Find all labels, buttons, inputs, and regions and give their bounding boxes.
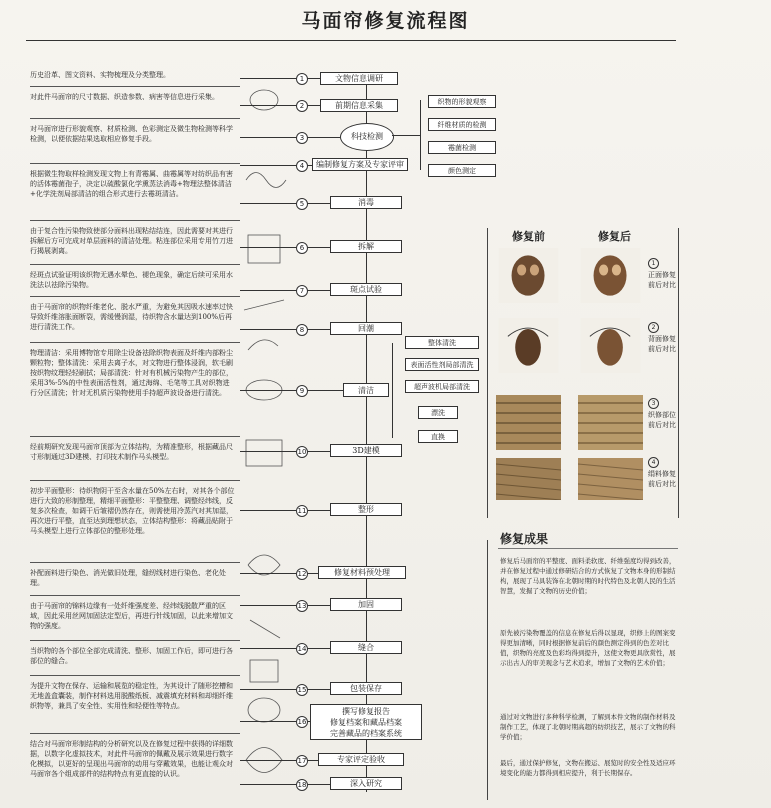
- desc-3: 对马面帘进行形貌观察、材质检测、色彩测定及微生物检测等科学检测，以便依据结果选取相应修复手段。: [30, 125, 233, 143]
- compare-num-4: 4: [648, 457, 659, 468]
- flow-step-11: 整形: [330, 503, 402, 516]
- sketch-knife: [244, 300, 284, 310]
- flow-step-10: 3D建模: [330, 444, 402, 457]
- step-number-8: 8: [296, 324, 308, 336]
- desc-5: 由于复合性污染物致使部分面料出现粘结结连，因此需要对其进行拆解后方可完成对单层面料的清洁处理。粘连部位采用专用竹刀进行揭展剥离。: [30, 227, 233, 255]
- step-connector: [240, 390, 296, 391]
- step-number-5: 5: [296, 198, 308, 210]
- divider: [30, 220, 240, 221]
- photo-weave-after: [578, 395, 643, 450]
- sketch-drop: [248, 340, 278, 350]
- step-connector: [308, 105, 320, 106]
- divider: [30, 163, 240, 164]
- flow-step-12: 修复材料预处理: [318, 566, 406, 579]
- step-connector: [308, 247, 330, 248]
- step-connector: [240, 689, 296, 690]
- compare-label-3: 织修部位前后对比: [648, 411, 676, 429]
- compare-num-2: 2: [648, 322, 659, 333]
- desc-4: 根据微生物取样检测发现文物上有青霉属、曲霉属等对纺织品有害的活体霉菌孢子，决定以硫酸氯化学熏蒸法消毒+物理法整体清洁+化学洗剂局部清洁的组合形式进行去霉斑清洁。: [30, 170, 233, 198]
- step-connector: [308, 689, 330, 690]
- step-number-14: 14: [297, 645, 307, 653]
- desc-11: 补配面料进行染色、消光做旧处理，缝纫线材进行染色、老化处理。: [30, 569, 226, 587]
- sketch-hand: [246, 173, 286, 188]
- step-connector: [308, 203, 330, 204]
- divider: [30, 118, 240, 119]
- step-number-10: 10: [297, 448, 307, 456]
- step-connector: [240, 605, 296, 606]
- photo-front-before: [496, 248, 561, 303]
- step-number-1: 1: [296, 73, 308, 85]
- result-para-3: 通过对文物进行多种科学检测，了解到本件文物的制作材料及制作工艺，体现了北朝时期高超的纺织技艺，展示了文物的科学价值；: [500, 713, 676, 741]
- detect-sub-2: 纤维材质的检测: [428, 118, 496, 131]
- step-connector: [308, 78, 320, 79]
- after-heading: 修复后: [598, 230, 631, 243]
- desc-15: 结合对马面帘形制结构的分析研究以及在修复过程中获得的详细数据，以数字化虚拟技术，对此件马面帘的佩戴及展示效果进行数字化模拟，以更好的呈现出马面帘的动用与穿戴效果，也能让观众对马面帘各个组成部件的结构特点有更直接的认识。: [30, 740, 233, 778]
- compare-right-rule: [678, 228, 679, 518]
- sketch-cleaning: [246, 440, 282, 466]
- step-connector: [308, 648, 330, 649]
- photo-silk-after: [578, 458, 643, 500]
- step-number-4: 4: [296, 160, 308, 172]
- compare-label-4: 绢料修复前后对比: [648, 470, 676, 488]
- detect-branch-link: [392, 135, 420, 136]
- sketch-frame: [250, 660, 278, 682]
- clean-sub-4: 漂洗: [418, 406, 458, 419]
- divider: [30, 640, 240, 641]
- step-connector: [240, 648, 296, 649]
- desc-14: 为提升文物在保存、运输和展览的稳定性，为其设计了随形挖槽和无地盖盒囊装，制作材料选用脱酸纸板、减震填充材料和却细纤维织物等，兼具了安全性、实用性和轻便性等特点。: [30, 682, 233, 710]
- flow-step-3: 科技检测: [340, 123, 394, 151]
- sketch-sewing: [248, 698, 280, 722]
- result-heading: 修复成果: [500, 532, 549, 546]
- result-para-1: 修复后马面帘的平整度、面料柔软度、纤维强度均得到改善，并在修复过程中通过修研结合的方式恢复了文物本身的形制结构，展现了马具装饰在北朝时期的时代特色及北朝人民的生活智慧，发掘了文物的历史价值；: [500, 557, 676, 595]
- step-connector: [308, 605, 330, 606]
- divider: [30, 480, 240, 481]
- compare-label-2: 背面修复前后对比: [648, 335, 676, 353]
- desc-10: 初步平面整形：待织物阴干至含水量在50%左右时，对其各个部位进行大致的形制整理，精细平面整形：平整整理、调整经纬线，反复多次检查，如调干后皱褶仍然存在，则需使用冷蒸汽对其加湿，再次进行平整，直至达到理想状态，立体结构整形：将藏品贴附于马头模型上进行立体部位的整形处理。: [30, 487, 235, 535]
- divider: [30, 562, 240, 563]
- divider: [30, 733, 240, 734]
- flow-step-18: 深入研究: [330, 777, 402, 790]
- step-connector: [308, 390, 343, 391]
- photo-back-before: [496, 318, 561, 373]
- desc-9: 经前期研究发现马面帘顶部为立体结构，为精准整形，根据藏品尺寸形制通过3D建模、打印技术制作马头模型。: [30, 443, 233, 461]
- step-connector: [308, 510, 330, 511]
- title-rule: [26, 40, 676, 41]
- step-connector: [240, 451, 296, 452]
- photo-weave-before: [496, 395, 561, 450]
- step-connector: [308, 290, 330, 291]
- detect-sub-1: 织物的形貌观察: [428, 95, 496, 108]
- step-number-11: 11: [297, 507, 307, 515]
- flow-step-15: 包装保存: [330, 682, 402, 695]
- flow-step-5: 消毒: [330, 196, 402, 209]
- step-connector: [240, 165, 296, 166]
- desc-12: 由于马面帘的锦料边缘有一处纤维强度差、经纬线脱散严重的区域，因此采用丝网加固法定型后，再进行针线加固，以此来增加文物的强度。: [30, 602, 233, 630]
- step-number-13: 13: [297, 602, 307, 610]
- flow-step-2: 前期信息采集: [320, 99, 398, 112]
- photo-back-after: [578, 318, 643, 373]
- step-number-17: 17: [297, 757, 307, 765]
- desc-1: 历史沿革、图文资料、实物梳理及分类整理。: [30, 71, 170, 79]
- sketch-chamber: [248, 235, 280, 263]
- desc-2: 对此件马面帘的尺寸数据、织造参数、病害等信息进行采集。: [30, 93, 219, 101]
- desc-13: 当织物的各个部位全部完成清洗、整形、加固工作后，即可进行各部位的缝合。: [30, 647, 233, 665]
- clean-sub-1: 整体清洗: [405, 336, 479, 349]
- step-connector: [240, 137, 296, 138]
- flow-step-7: 斑点试验: [330, 283, 402, 296]
- step-connector: [308, 760, 318, 761]
- step-connector: [240, 105, 296, 106]
- step-connector: [308, 573, 318, 574]
- step-connector: [308, 329, 330, 330]
- step-connector: [240, 760, 296, 761]
- flow-step-17: 专家评定验收: [318, 753, 404, 766]
- desc-8: 物理清洁：采用博物馆专用除尘设备祛除织物表面及纤维内部粉尘颗粒物；整体清洗：采用去离子水，对文物进行整体浸润，软毛刷按织物纹理轻轻刷拭；局部清洗：针对有机械污染物产生的部位，采用3%-5%的中性表面活性剂，通过海绵、毛笔等工具对织物进行分区清洗；针对无机质污染物使用手持超声波设备进行清洗。: [30, 349, 233, 397]
- sketch-shaping: [248, 555, 280, 575]
- desc-7: 由于马面帘的织物纤维老化、脱水严重，为避免其因吸水速率过快导致纤维溶胀面断裂，需缓慢润湿，待织物含水量达到100%后再进行清洗工作。: [30, 303, 233, 331]
- step-connector: [240, 247, 296, 248]
- result-para-4: 最后，通过保护修复，文物在搬运、展览时的安全性及适应环境变化的能力都得到相应提升，利于长期保存。: [500, 759, 676, 777]
- divider: [30, 86, 240, 87]
- compare-num-3: 3: [648, 398, 659, 409]
- step-connector: [308, 165, 312, 166]
- flow-step-6: 拆解: [330, 240, 402, 253]
- detect-sub-3: 霉菌检测: [428, 141, 496, 154]
- divider: [30, 296, 240, 297]
- step-connector: [240, 203, 296, 204]
- step-connector: [240, 573, 296, 574]
- step-connector: [240, 290, 296, 291]
- step-connector: [308, 784, 330, 785]
- result-para-2: 原先被污染物覆盖的信息在修复后得以显现，织修上的图案变得更加清晰，同时根据修复前后的颜色测定得到的色差对比值，织物的亮度及色彩均得到提升，这使文物更具欣赏性，展示出古人的审美观念与艺术追求，增加了文物的艺术价值；: [500, 629, 676, 667]
- flow-step-16: 撰写修复报告 修复档案和藏品档案 完善藏品的档案系统: [310, 704, 422, 740]
- flow-step-8: 回潮: [330, 322, 402, 335]
- divider: [30, 675, 240, 676]
- clean-sub-5: 直换: [418, 430, 458, 443]
- step-number-9: 9: [296, 385, 308, 397]
- divider: [30, 342, 240, 343]
- flow-step-14: 缝合: [330, 641, 402, 654]
- divider: [30, 436, 240, 437]
- step-number-12: 12: [297, 570, 307, 578]
- step-connector: [308, 721, 310, 722]
- flow-step-9: 清洁: [343, 383, 389, 397]
- photo-silk-before: [496, 458, 561, 500]
- compare-left-rule: [487, 228, 488, 518]
- step-number-6: 6: [296, 242, 308, 254]
- clean-sub-3: 超声波机局部清洗: [405, 380, 479, 393]
- desc-6: 经斑点试验证明该织物无遇水晕色、褪色现象，确定后续可采用水洗法以祛除污染物。: [30, 271, 233, 289]
- step-connector: [240, 78, 296, 79]
- clean-sub-2: 表面活性剂局部清洗: [405, 358, 479, 371]
- page-title: 马面帘修复流程图: [301, 10, 470, 32]
- step-number-15: 15: [297, 686, 307, 694]
- step-connector: [308, 137, 340, 138]
- step-number-2: 2: [296, 100, 308, 112]
- flow-step-4: 编制修复方案及专家评审: [312, 158, 408, 171]
- step-connector: [240, 784, 296, 785]
- detect-sub-4: 颜色测定: [428, 164, 496, 177]
- step-connector: [240, 329, 296, 330]
- step-number-7: 7: [296, 285, 308, 297]
- divider: [30, 595, 240, 596]
- step-connector: [240, 510, 296, 511]
- result-rule: [487, 540, 488, 800]
- step-connector: [308, 451, 330, 452]
- detect-branch-line: [420, 100, 421, 170]
- compare-label-1: 正面修复前后对比: [648, 271, 676, 289]
- clean-branch-line: [392, 343, 393, 438]
- compare-num-1: 1: [648, 258, 659, 269]
- step-number-3: 3: [296, 132, 308, 144]
- photo-front-after: [578, 248, 643, 303]
- step-number-16: 16: [297, 718, 307, 726]
- step-connector: [240, 721, 296, 722]
- sketch-needle: [250, 620, 280, 638]
- sketch-mask: [250, 90, 278, 110]
- before-heading: 修复前: [512, 230, 545, 243]
- flow-step-1: 文物信息调研: [320, 72, 398, 85]
- step-number-18: 18: [297, 781, 307, 789]
- result-heading-rule: [498, 548, 678, 549]
- divider: [30, 264, 240, 265]
- flow-step-13: 加固: [330, 598, 402, 611]
